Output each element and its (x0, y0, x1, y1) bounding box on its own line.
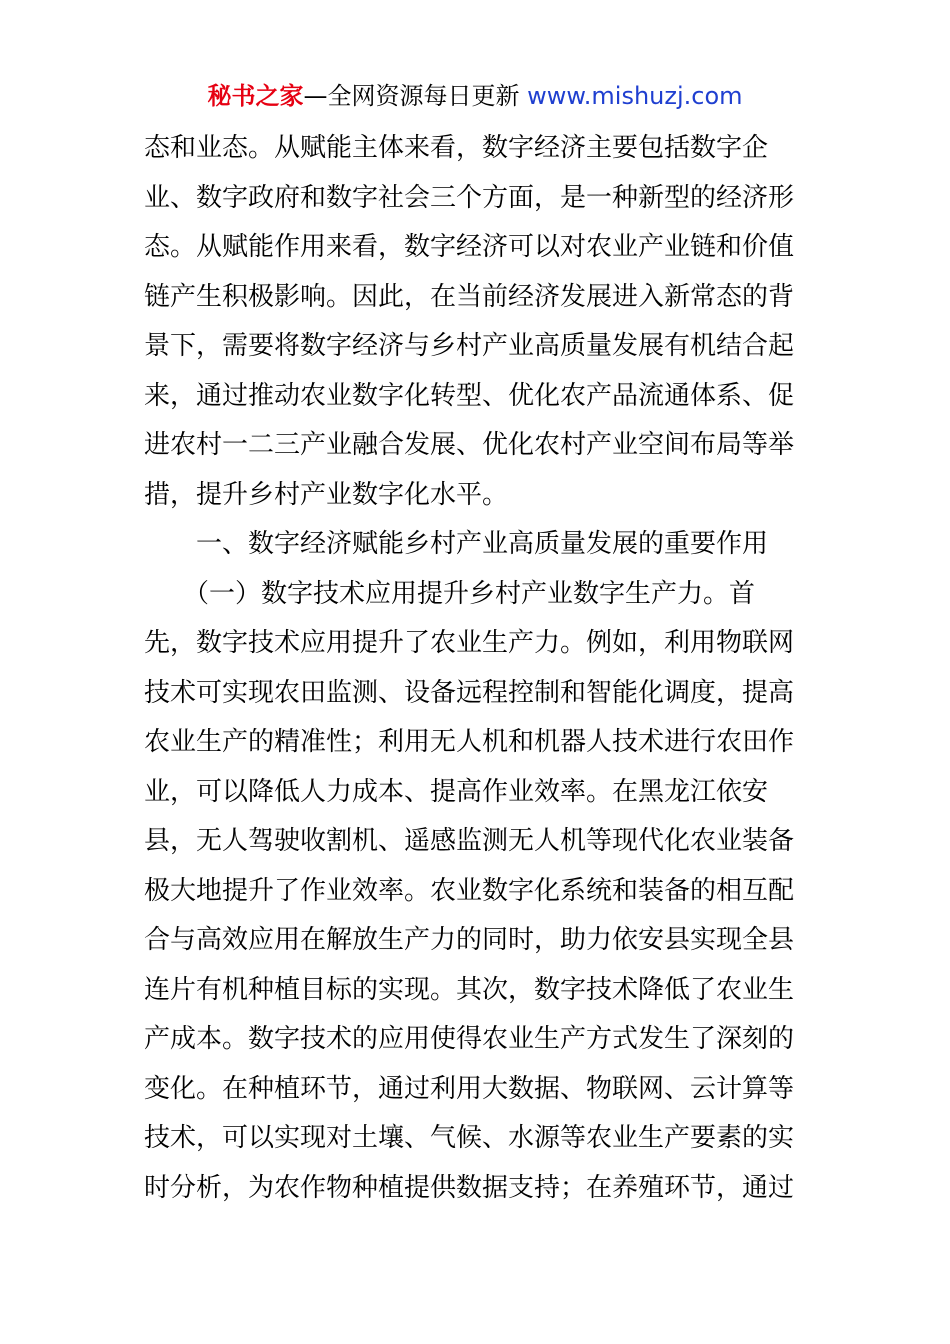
page-header (0, 80, 950, 112)
text-line: 态。从赋能作用来看，数字经济可以对农业产业链和价值 (144, 232, 795, 262)
subsection-heading-line: （一）数字技术应用提升乡村产业数字生产力。首 (144, 578, 756, 609)
text-line: 极大地提升了作业效率。农业数字化系统和装备的相互配 (144, 875, 795, 906)
text-line: 技术可实现农田监测、设备远程控制和智能化调度，提高 (144, 677, 795, 708)
text-line: 产成本。数字技术的应用使得农业生产方式发生了深刻的 (144, 1024, 795, 1054)
document-body (144, 124, 808, 1213)
text-line: 变化。在种植环节，通过利用大数据、物联网、云计算等 (144, 1073, 795, 1104)
brand-name: 秘书之家 (207, 82, 304, 110)
header-url[interactable]: www.mishuzj.com (527, 82, 743, 110)
text-line: 进农村一二三产业融合发展、优化农村产业空间布局等举 (144, 430, 795, 460)
text-line: 业，可以降低人力成本、提高作业效率。在黑龙江依安 (144, 776, 769, 807)
section-heading: 一、数字经济赋能乡村产业高质量发展的重要作用 (144, 529, 769, 559)
text-line: 农业生产的精准性；利用无人机和机器人技术进行农田作 (144, 727, 795, 757)
text-line: 县，无人驾驶收割机、遥感监测无人机等现代化农业装备 (144, 826, 795, 856)
text-line: 时分析，为农作物种植提供数据支持；在养殖环节，通过 (144, 1172, 795, 1203)
text-line: 态和业态。从赋能主体来看，数字经济主要包括数字企 (144, 133, 769, 163)
text-line: 业、数字政府和数字社会三个方面，是一种新型的经济形 (144, 182, 795, 213)
header-tagline: —全网资源每日更新 (303, 82, 520, 110)
text-line: 连片有机种植目标的实现。其次，数字技术降低了农业生 (144, 974, 795, 1005)
text-line: 景下，需要将数字经济与乡村产业高质量发展有机结合起 (144, 331, 795, 361)
text-line: 链产生积极影响。因此，在当前经济发展进入新常态的背 (144, 281, 795, 312)
text-line: 来，通过推动农业数字化转型、优化农产品流通体系、促 (144, 380, 795, 411)
text-line: 措，提升乡村产业数字化水平。 (144, 479, 509, 510)
text-line: 合与高效应用在解放生产力的同时，助力依安县实现全县 (144, 925, 795, 955)
text-line: 技术，可以实现对土壤、气候、水源等农业生产要素的实 (144, 1123, 795, 1153)
text-line: 先，数字技术应用提升了农业生产力。例如，利用物联网 (144, 628, 795, 658)
